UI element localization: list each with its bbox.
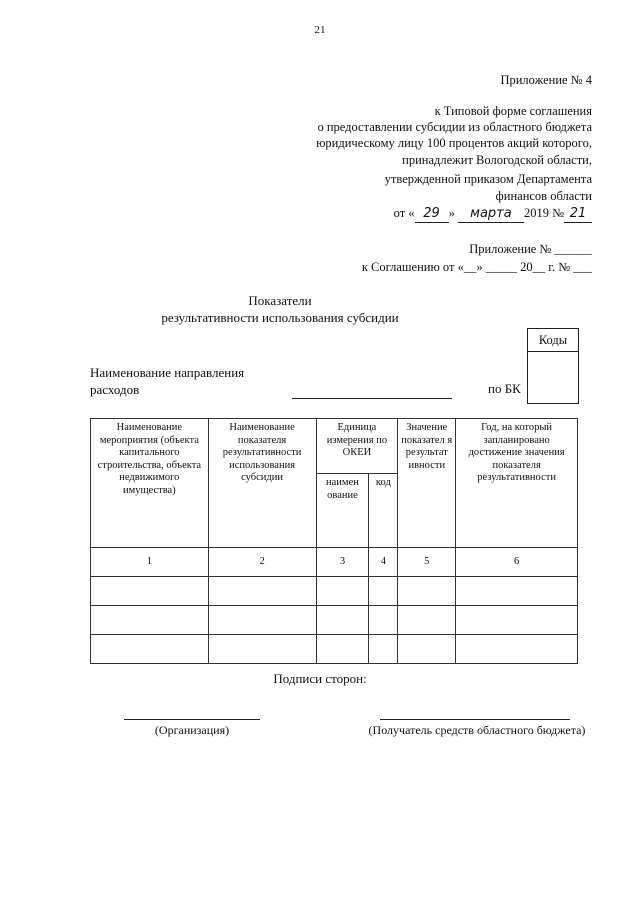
bk-label: по БК [488,381,521,396]
table-cell [316,577,369,606]
header-indicator-value: Значение показател я результат ивности [398,419,456,548]
recipient-caption: (Получатель средств областного бюджета) [368,723,586,737]
date-number: 21 [564,206,592,223]
table-cell [91,577,209,606]
table-cell [316,635,369,664]
table-header-row [91,419,578,474]
table-cell [208,577,316,606]
table-cell [456,635,578,664]
header-unit-okei: Единица измерения по ОКЕИ [316,419,398,474]
date-prefix: от « [393,206,415,220]
appendix-line-6: финансов области [495,189,592,203]
doc-title-line-1: Показатели [248,293,312,308]
table-cell [91,606,209,635]
date-mid: » [448,206,455,220]
table-cell [208,606,316,635]
date-month: марта [458,206,524,223]
table-cell [456,577,578,606]
appendix-line-3: юридическому лицу 100 процентов акций которого, [316,136,592,150]
doc-title-line-2: результативности использования субсидии [161,310,399,325]
codes-value-cell [527,351,579,404]
table-cell [91,635,209,664]
appendix-date [394,205,592,223]
table-cell [398,635,456,664]
header-target-year: Год, на который запланировано достижение значения показателя результативности [456,419,578,548]
recipient-signature-line [380,719,570,720]
appendix-title: Приложение № 4 [500,73,592,87]
table-cell [369,635,398,664]
header-indicator-name: Наименование показателя результативности использования субсидии [208,419,316,548]
table-cell [369,577,398,606]
column-number: 1 [91,548,209,577]
organization-signature-line [124,719,260,720]
table-row [91,606,578,635]
appendix-line-2: о предоставлении субсидии из областного бюджета [317,120,592,134]
table-cell [208,635,316,664]
agreement-reference: к Соглашению от «__» _____ 20__ г. № ___ [361,260,592,274]
codes-header-cell: Коды [527,328,579,352]
appendix-line-1: к Типовой форме соглашения [434,104,592,118]
direction-label-line-1: Наименование направления [90,365,245,380]
column-number: 3 [316,548,369,577]
header-unit-code: код [369,474,398,548]
table-row [91,577,578,606]
table-cell [398,606,456,635]
table-cell [316,606,369,635]
appendix-line-5: утвержденной приказом Департамента [384,172,592,186]
direction-label-line-2: расходов [90,382,140,397]
appendix-line-4: принадлежит Вологодской области, [402,153,592,167]
table-row [91,635,578,664]
agreement-appendix: Приложение № ______ [469,242,592,256]
indicators-table [90,418,578,664]
signatures-title: Подписи сторон: [273,671,367,686]
column-number: 5 [398,548,456,577]
table-cell [369,606,398,635]
date-year-prefix: 2019 № [523,206,564,220]
header-unit-name: наимен ование [316,474,369,548]
column-number: 6 [456,548,578,577]
organization-caption: (Организация) [154,723,230,737]
date-day: 29 [415,206,449,223]
table-cell [456,606,578,635]
table-number-row [91,548,578,577]
header-activity-name: Наименование мероприятия (объекта капитального строительства, объекта недвижимого имущества) [91,419,209,548]
page-number: 21 [314,24,326,36]
direction-label [90,364,244,398]
column-number: 2 [208,548,316,577]
table-cell [398,577,456,606]
column-number: 4 [369,548,398,577]
direction-blank-line [292,398,452,399]
